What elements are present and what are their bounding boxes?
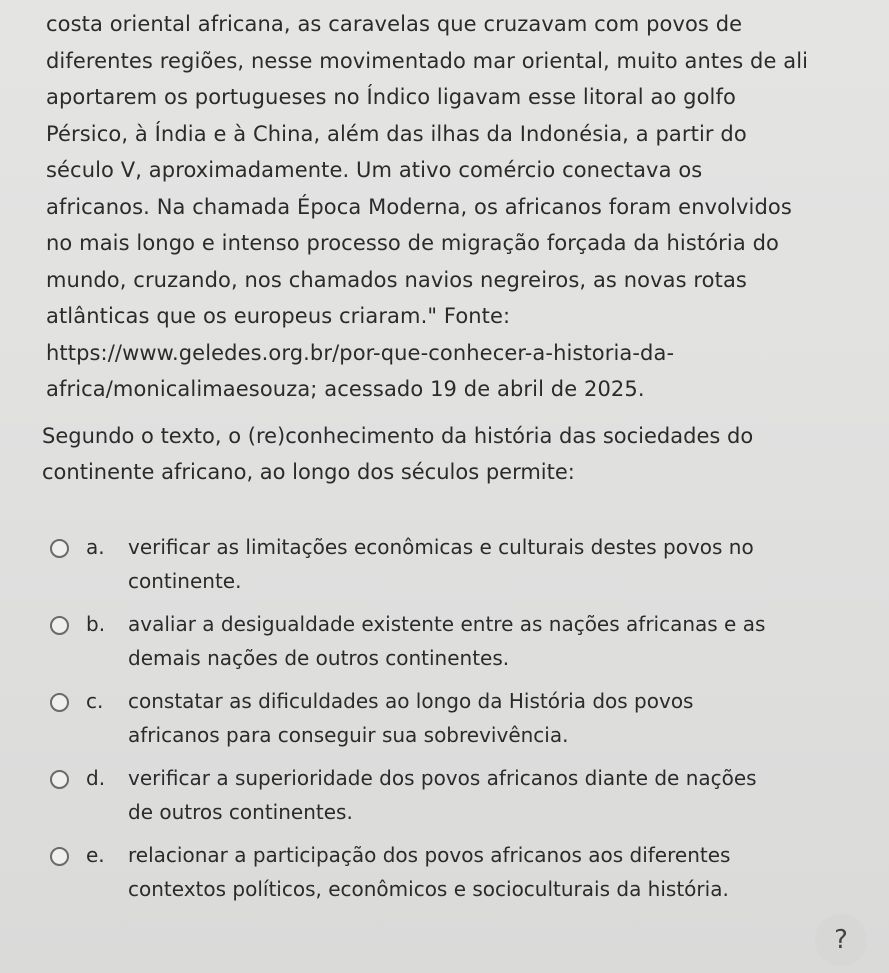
option-text-line: demais nações de outros continentes. xyxy=(128,646,510,670)
option-text-line: constatar as dificuldades ao longo da História dos povos xyxy=(128,689,694,713)
radio-button-c[interactable] xyxy=(50,693,69,712)
radio-button-a[interactable] xyxy=(50,539,69,558)
option-text xyxy=(128,761,848,829)
option-text-line: de outros continentes. xyxy=(128,800,353,824)
source-url-line: https://www.geledes.org.br/por-que-conhecer-a-historia-da- xyxy=(46,340,675,365)
option-b[interactable] xyxy=(46,607,846,682)
radio-button-e[interactable] xyxy=(50,847,69,866)
option-letter: d. xyxy=(86,766,106,790)
question-prompt xyxy=(42,418,872,490)
option-text-line: verificar as limitações econômicas e culturais destes povos no xyxy=(128,535,754,559)
option-a[interactable] xyxy=(46,530,846,605)
question-mark-icon: ? xyxy=(834,925,848,955)
option-text-line: relacionar a participação dos povos africanos aos diferentes xyxy=(128,843,731,867)
passage-line: africanos. Na chamada Época Moderna, os africanos foram envolvidos xyxy=(46,194,792,219)
source-url-line: africa/monicalimaesouza; acessado 19 de abril de 2025. xyxy=(46,377,645,401)
option-text xyxy=(128,684,848,752)
option-text-line: continente. xyxy=(128,569,242,593)
passage-line: século V, aproximadamente. Um ativo comércio conectava os xyxy=(46,158,703,182)
passage-line: Pérsico, à Índia e à China, além das ilhas da Indonésia, a partir do xyxy=(46,121,747,146)
passage-line: atlânticas que os europeus criaram." Fonte: xyxy=(46,304,511,328)
option-text-line: contextos políticos, econômicos e socioculturais da história. xyxy=(128,877,729,901)
option-text-line: africanos para conseguir sua sobrevivência. xyxy=(128,723,569,747)
help-button[interactable] xyxy=(815,914,867,966)
passage-line: no mais longo e intenso processo de migração forçada da história do xyxy=(46,231,779,255)
question-line: Segundo o texto, o (re)conhecimento da história das sociedades do xyxy=(42,424,754,448)
answer-options xyxy=(46,530,846,915)
option-text xyxy=(128,838,848,906)
option-e[interactable] xyxy=(46,838,846,913)
radio-button-d[interactable] xyxy=(50,770,69,789)
option-text-line: verificar a superioridade dos povos africanos diante de nações xyxy=(128,766,757,790)
option-text xyxy=(128,530,848,598)
passage-line: mundo, cruzando, nos chamados navios negreiros, as novas rotas xyxy=(46,267,747,292)
option-d[interactable] xyxy=(46,761,846,836)
passage-line: costa oriental africana, as caravelas que cruzavam com povos de xyxy=(46,12,743,36)
option-letter: a. xyxy=(86,535,105,559)
option-letter: e. xyxy=(86,843,105,867)
option-text xyxy=(128,607,848,675)
passage-line: aportarem os portugueses no Índico ligavam esse litoral ao golfo xyxy=(46,85,736,109)
question-line: continente africano, ao longo dos séculos permite: xyxy=(42,460,575,484)
option-letter: c. xyxy=(86,689,104,713)
passage-line: diferentes regiões, nesse movimentado mar oriental, muito antes de ali xyxy=(46,48,809,73)
radio-button-b[interactable] xyxy=(50,616,69,635)
option-c[interactable] xyxy=(46,684,846,759)
option-letter: b. xyxy=(86,612,106,636)
option-text-line: avaliar a desigualdade existente entre as nações africanas e as xyxy=(128,612,766,636)
passage-text xyxy=(46,6,876,408)
